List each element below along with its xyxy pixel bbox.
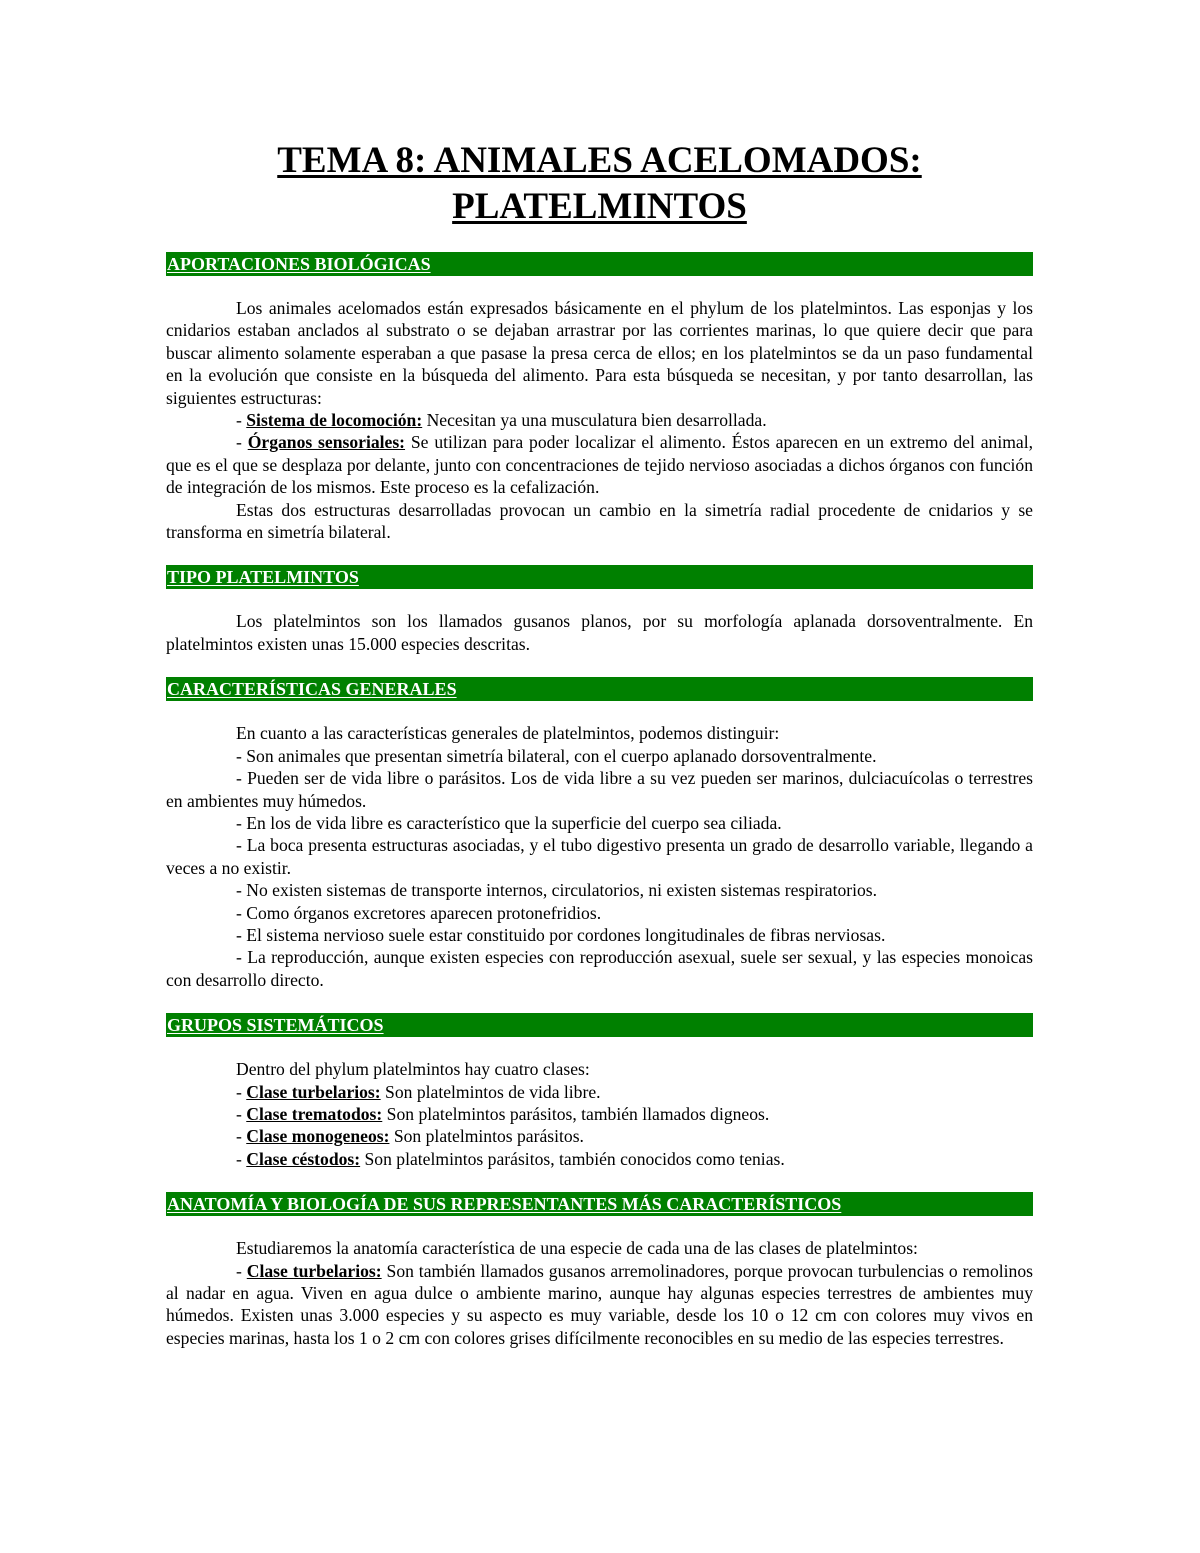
term-description: Son platelmintos de vida libre. [380,1081,601,1102]
term-label: Clase trematodos: [246,1103,383,1124]
list-item [166,409,1033,431]
paragraph: En cuanto a las características generales de platelmintos, podemos distinguir: [236,723,780,744]
section-heading: APORTACIONES BIOLÓGICAS [166,252,1033,276]
section-grupos [166,1013,1033,1170]
section-heading: CARACTERÍSTICAS GENERALES [166,677,1033,701]
section-spacer [166,1170,1033,1192]
list-item: - No existen sistemas de transporte internos, circulatorios, ni existen sistemas respiratorios. [236,880,878,901]
term-description: Son platelmintos parásitos, también conocidos como tenias. [360,1148,785,1169]
section-body [166,1237,1033,1349]
term-label: Clase céstodos: [246,1148,361,1169]
term-description: Son platelmintos parásitos, también llamados digneos. [382,1103,770,1124]
list-bullet: - [236,1148,247,1169]
list-item: - Pueden ser de vida libre o parásitos. Los de vida libre a su vez pueden ser marinos, dulciacuícolas o terrestres en ambientes muy húmedos. [166,768,1033,811]
term-description: Son platelmintos parásitos. [389,1126,584,1147]
section-spacer [166,543,1033,565]
section-caracteristicas [166,677,1033,991]
title-line-2: PLATELMINTOS [452,186,747,227]
section-body [166,610,1033,655]
term-label: Sistema de locomoción: [246,410,423,431]
section-body [166,297,1033,543]
list-item: - En los de vida libre es característico que la superficie del cuerpo sea ciliada. [236,812,782,833]
document-page [166,138,1033,1349]
term-description: Se utilizan para poder localizar el alimento. Éstos aparecen en un extremo del animal, que es el que se desplaza por delante, junto con concentraciones de tejido nervioso asociadas a dichos órganos con función de integración de los mismos. Este proceso es la cefalización. [166,432,1033,498]
section-body [166,722,1033,991]
list-item [166,1081,1033,1103]
list-item: - La boca presenta estructuras asociadas, y el tubo digestivo presenta un grado de desarrollo variable, llegando a veces a no existir. [166,835,1033,878]
list-item: - Como órganos excretores aparecen protonefridios. [236,902,602,923]
section-aportaciones [166,252,1033,543]
list-item: - La reproducción, aunque existen especies con reproducción asexual, suele ser sexual, y las especies monoicas con desarrollo directo. [166,947,1033,990]
list-item: - Son animales que presentan simetría bilateral, con el cuerpo aplanado dorsoventralmente. [236,745,877,766]
term-label: Clase turbelarios: [246,1081,381,1102]
list-item [166,1103,1033,1125]
paragraph: Los animales acelomados están expresados básicamente en el phylum de los platelmintos. Las esponjas y los cnidarios estaban anclados al substrato o se dejaban arrastrar por las corrientes marinas, lo que quiere decir que para buscar alimento solamente esperaban a que pasase la presa cerca de ellos; en los platelmintos se da un paso fundamental en la evolución que consiste en la búsqueda del alimento. Para esta búsqueda se necesitan, y por tanto desarrollan, las siguientes estructuras: [166,298,1033,408]
list-bullet: - [236,410,247,431]
list-item: - El sistema nervioso suele estar constituido por cordones longitudinales de fibras nerviosas. [236,924,886,945]
section-heading: TIPO PLATELMINTOS [166,565,1033,589]
section-heading: GRUPOS SISTEMÁTICOS [166,1013,1033,1037]
section-tipo [166,565,1033,655]
paragraph: Estas dos estructuras desarrolladas provocan un cambio en la simetría radial procedente de cnidarios y se transforma en simetría bilateral. [166,499,1033,543]
list-item [166,431,1033,498]
paragraph: Dentro del phylum platelmintos hay cuatro clases: [236,1059,590,1080]
section-anatomia [166,1192,1033,1349]
term-label: Órganos sensoriales: [247,432,406,453]
title-line-1: TEMA 8: ANIMALES ACELOMADOS: [277,140,922,181]
section-heading: ANATOMÍA Y BIOLOGÍA DE SUS REPRESENTANTES MÁS CARACTERÍSTICOS [166,1192,1033,1216]
list-item [166,1260,1033,1350]
list-item [166,1148,1033,1170]
section-body [166,1058,1033,1170]
paragraph: Estudiaremos la anatomía característica de una especie de cada una de las clases de platelmintos: [236,1238,918,1259]
list-bullet: - [236,1103,247,1124]
term-description: Son también llamados gusanos arremolinadores, porque provocan turbulencias o remolinos al nadar en agua. Viven en agua dulce o ambiente marino, aunque hay algunas especies terrestres de ambientes muy húmedos. Existen unas 3.000 especies y su aspecto es muy variable, desde los 10 o 12 cm con colores muy vivos en especies marinas, hasta los 1 o 2 cm con colores grises difícilmente reconocibles en su medio de las especies terrestres. [166,1260,1033,1348]
list-bullet: - [236,432,248,453]
list-bullet: - [236,1126,247,1147]
list-bullet: - [236,1081,247,1102]
term-label: Clase monogeneos: [246,1126,390,1147]
section-spacer [166,991,1033,1013]
paragraph: Los platelmintos son los llamados gusanos planos, por su morfología aplanada dorsoventralmente. En platelmintos existen unas 15.000 especies descritas. [166,611,1033,654]
document-title [166,138,1033,230]
term-label: Clase turbelarios: [246,1260,382,1281]
section-spacer [166,655,1033,677]
list-bullet: - [236,1260,247,1281]
term-description: Necesitan ya una musculatura bien desarrollada. [422,410,767,431]
list-item [166,1125,1033,1147]
